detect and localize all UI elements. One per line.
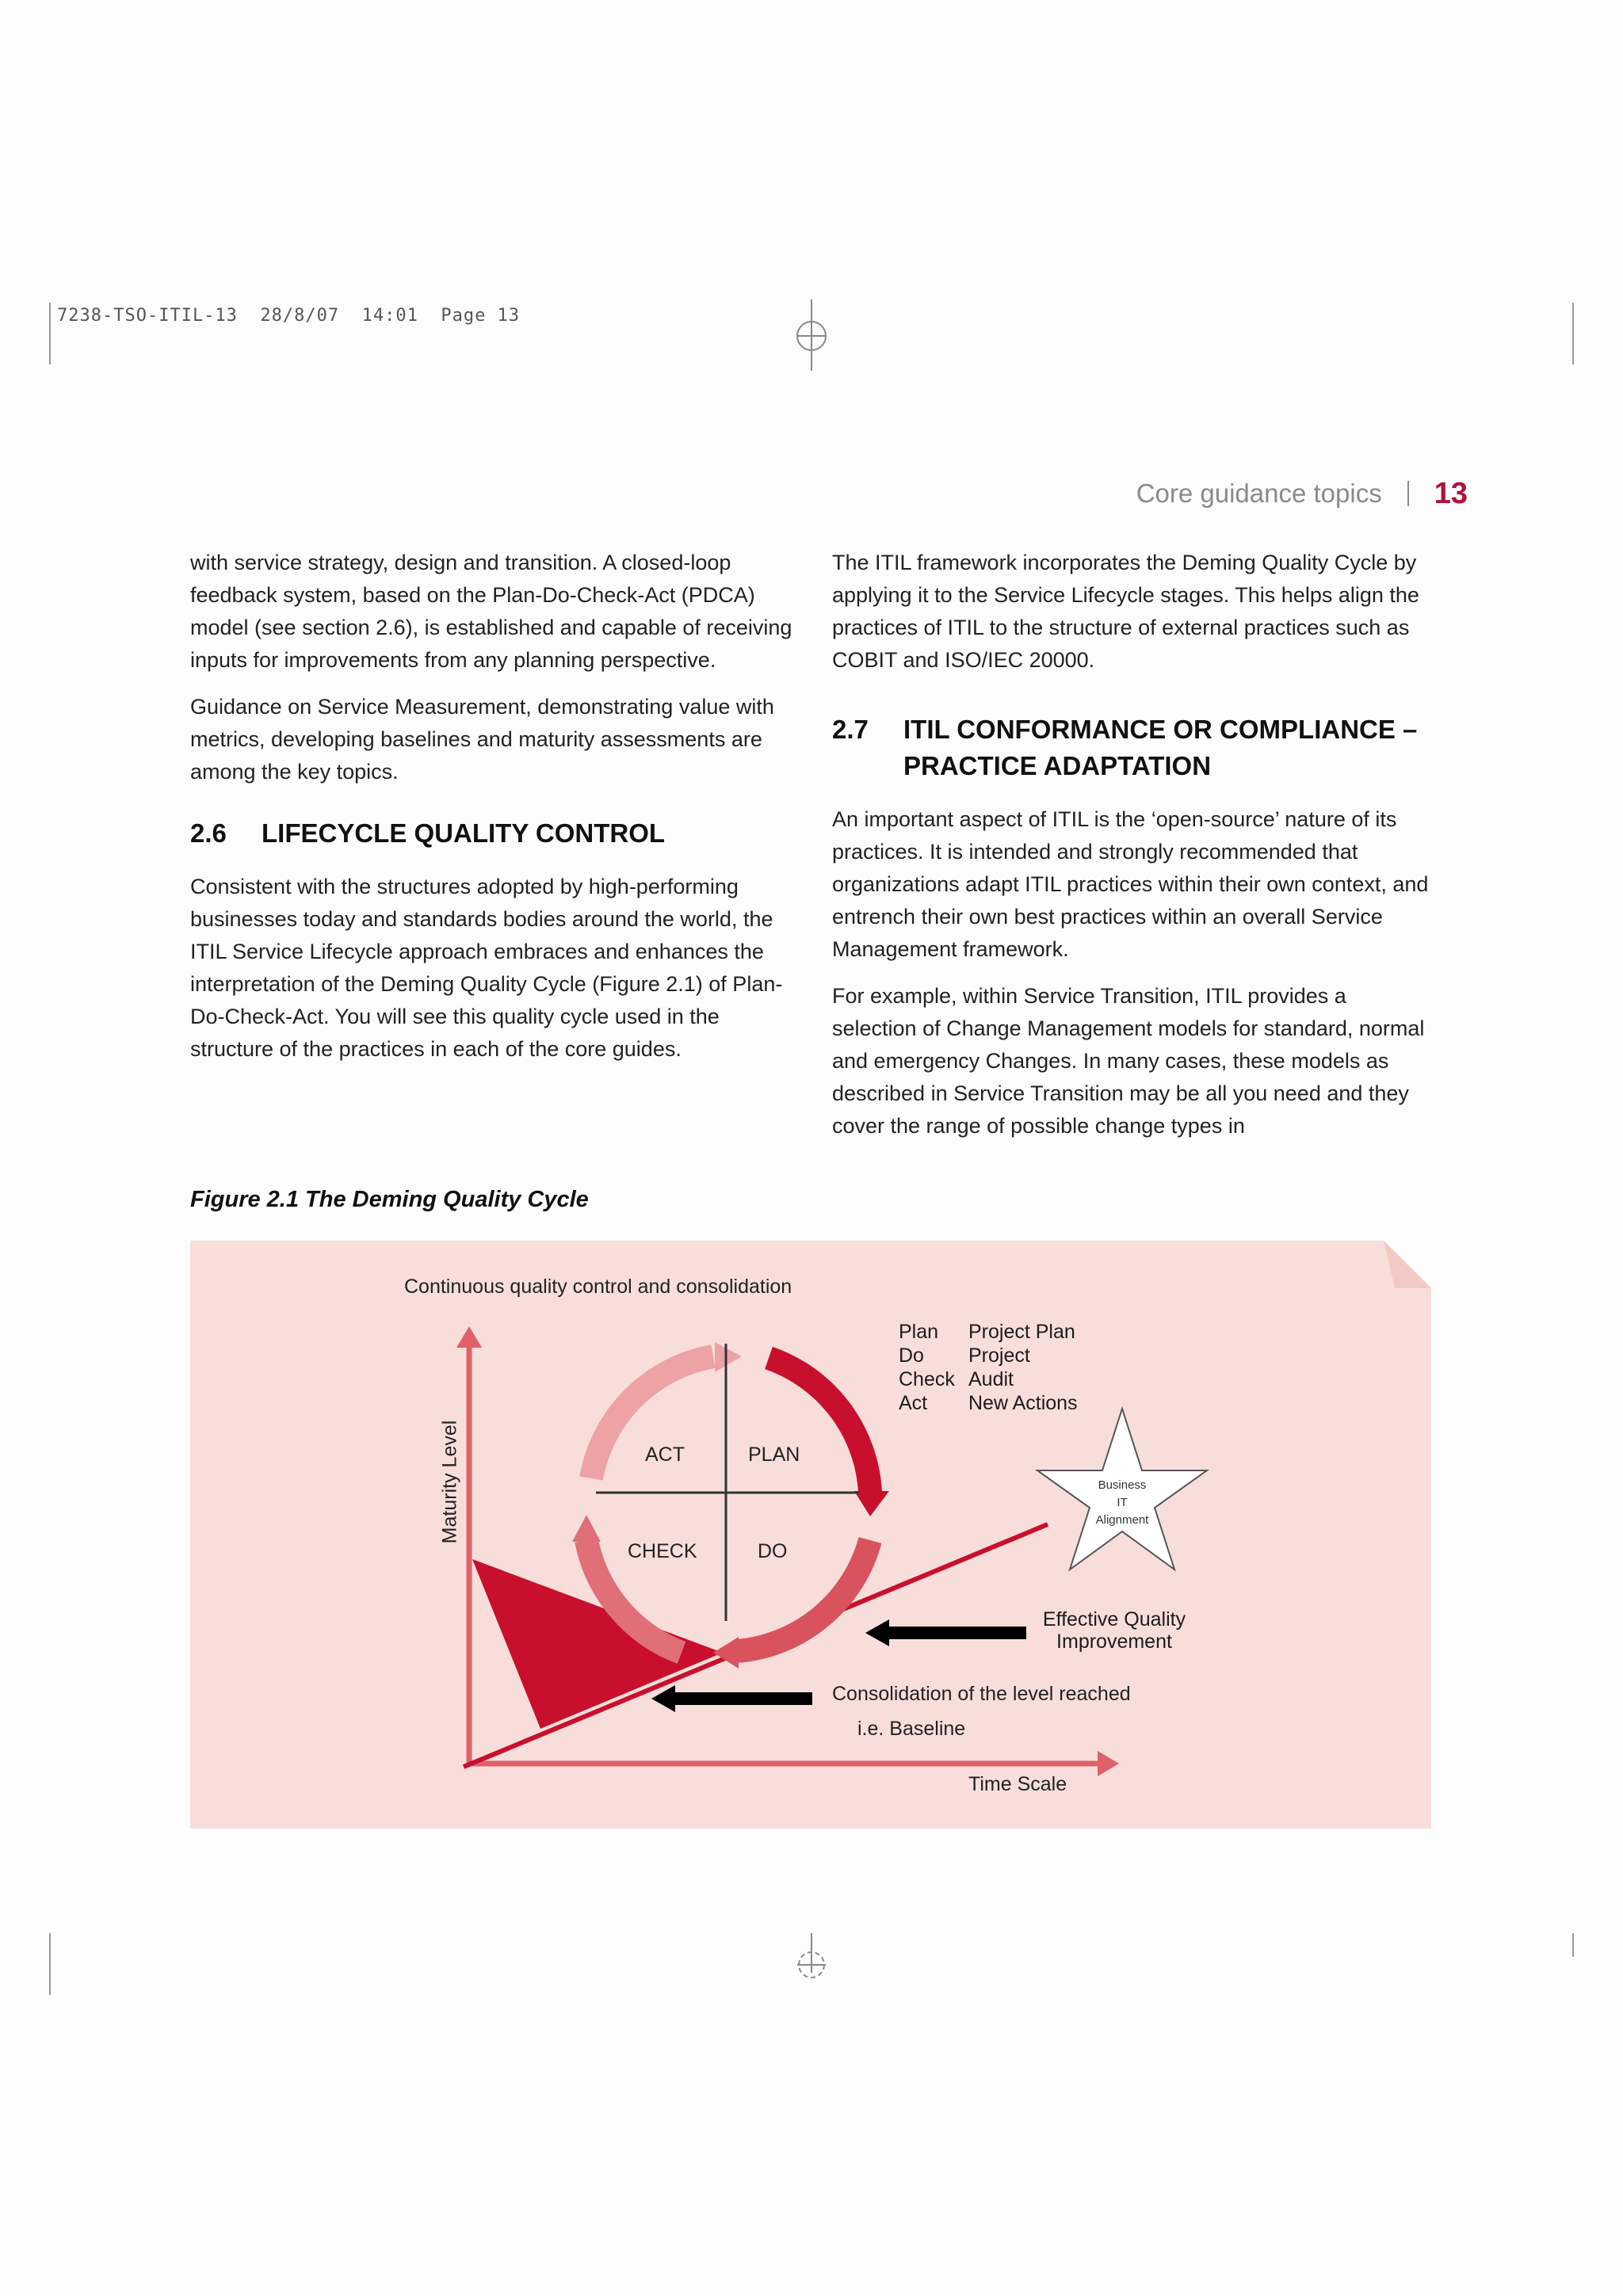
legend-meaning: New Actions — [968, 1392, 1078, 1414]
paragraph: with service strategy, design and transition. A closed-loop feedback system, based on the Plan-Do-Check-Act (PDCA) model (see section 2.6), is established and capable of receiving inputs for improvements from any planning perspective. — [190, 551, 792, 672]
label-line: Effective Quality — [1042, 1608, 1186, 1630]
page-number: 13 — [1434, 476, 1468, 510]
section-heading-2-7 — [832, 711, 1434, 784]
trim-mark-bottom-left — [49, 1933, 51, 1995]
quadrant-check: CHECK — [628, 1540, 697, 1562]
quadrant-act: ACT — [645, 1444, 685, 1466]
legend-meaning: Project Plan — [968, 1321, 1075, 1343]
running-head-divider — [1407, 481, 1409, 506]
legend-row — [899, 1320, 1078, 1344]
paragraph: Consistent with the structures adopted by high-performing businesses today and standards bodies around the world, the ITIL Service Lifecycle approach embraces and enhances the interpretation of the Deming Quality Cycle (Figure 2.1) of Plan-Do-Check-Act. You will see this quality cycle used in the structure of the practices in each of the core guides. — [190, 875, 783, 1061]
trim-mark-top-right — [1572, 303, 1574, 364]
section-number: 2.6 — [190, 818, 227, 848]
running-head — [1136, 474, 1468, 513]
star-label-line: Business — [1098, 1478, 1147, 1492]
paragraph: An important aspect of ITIL is the ‘open-source’ nature of its practices. It is intended and strongly recommended that organizations adapt ITIL practices within their own context, and entrench their own best practices within an overall Service Management framework. — [832, 807, 1429, 961]
legend-row — [899, 1344, 1078, 1367]
label-line: Improvement — [1056, 1630, 1172, 1653]
registration-mark-bottom — [788, 1933, 835, 1997]
figure-graphic — [190, 1241, 1431, 1829]
legend-row — [899, 1391, 1078, 1415]
figure-background — [190, 1241, 1431, 1829]
left-column — [190, 547, 792, 1080]
paragraph: The ITIL framework incorporates the Deming Quality Cycle by applying it to the Service Lifecycle stages. This helps align the practices of ITIL to the structure of external practices such as COBIT and ISO/IEC 20000. — [832, 551, 1419, 672]
quadrant-plan: PLAN — [748, 1444, 800, 1466]
pdca-legend — [899, 1320, 1078, 1415]
star-label-line: Alignment — [1095, 1513, 1149, 1527]
legend-step: Do — [899, 1344, 924, 1367]
quadrant-do: DO — [758, 1540, 788, 1562]
legend-step: Act — [899, 1392, 928, 1414]
legend-step: Plan — [899, 1321, 939, 1343]
section-heading-2-6 — [190, 815, 792, 852]
running-head-title: Core guidance topics — [1136, 479, 1382, 508]
figure-caption: Figure 2.1 The Deming Quality Cycle — [190, 1187, 589, 1212]
deming-quality-cycle-figure — [190, 1241, 1431, 1829]
legend-step: Check — [899, 1368, 955, 1390]
effective-quality-arrow-shaft — [888, 1627, 1026, 1639]
right-column — [832, 547, 1434, 1157]
paragraph: For example, within Service Transition, ITIL provides a selection of Change Management models for standard, normal and emergency Changes. In many cases, these models as described in Service Transition may be all you need and they cover the range of possible change types in — [832, 984, 1425, 1138]
trim-mark-top-left — [49, 303, 51, 364]
legend-meaning: Project — [968, 1344, 1030, 1367]
consolidation-label-line-2: i.e. Baseline — [857, 1718, 966, 1740]
effective-quality-label — [1035, 1608, 1193, 1653]
registration-mark-top — [788, 299, 835, 371]
star-label-line: IT — [1117, 1496, 1128, 1509]
top-label: Continuous quality control and consolidation — [404, 1276, 792, 1298]
star-label — [1075, 1477, 1170, 1529]
section-title: LIFECYCLE QUALITY CONTROL — [262, 818, 666, 848]
section-title: ITIL CONFORMANCE OR COMPLIANCE – PRACTICE ADAPTATION — [903, 715, 1418, 780]
consolidation-label-line-1: Consolidation of the level reached — [832, 1683, 1131, 1705]
section-number: 2.7 — [832, 715, 869, 744]
legend-row — [899, 1367, 1078, 1391]
x-axis-label: Time Scale — [968, 1773, 1067, 1795]
consolidation-arrow-shaft — [674, 1692, 812, 1705]
print-slug: 7238-TSO-ITIL-13 28/8/07 14:01 Page 13 — [57, 306, 521, 326]
paragraph: Guidance on Service Measurement, demonstrating value with metrics, developing baselines and maturity assessments are among the key topics. — [190, 695, 774, 784]
trim-mark-bottom-right — [1572, 1933, 1574, 1957]
y-axis-label: Maturity Level — [438, 1420, 461, 1544]
legend-meaning: Audit — [968, 1368, 1014, 1390]
